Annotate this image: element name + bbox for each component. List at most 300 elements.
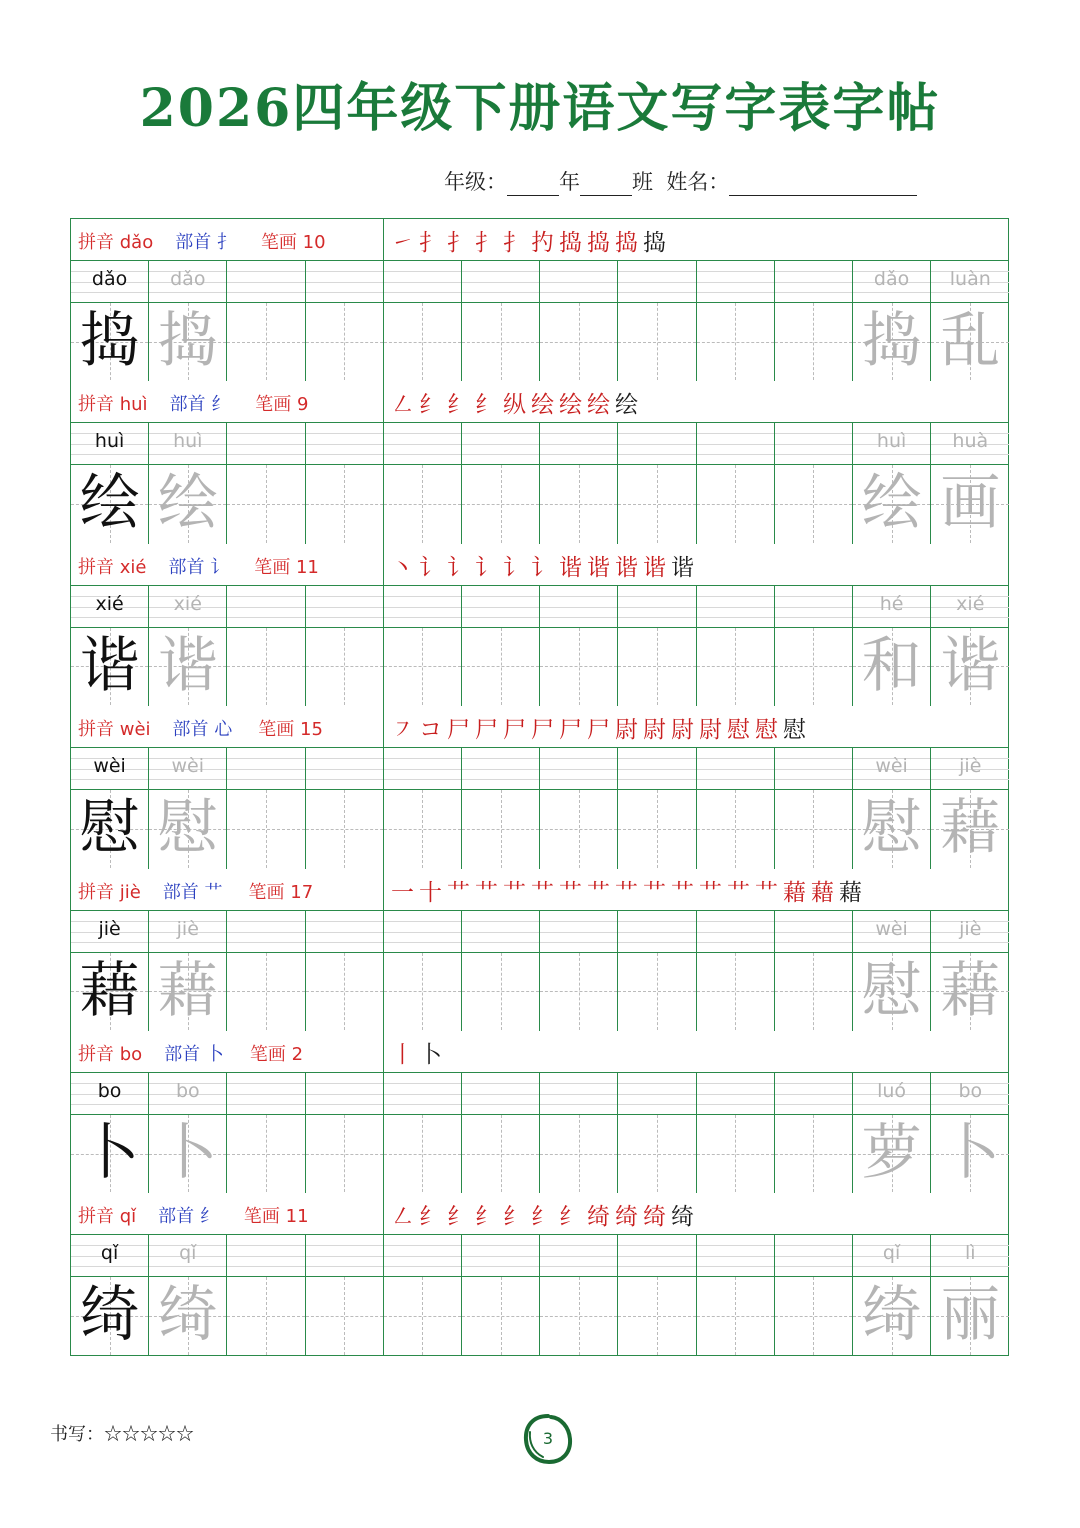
pinyin-cell	[306, 423, 383, 465]
pinyin-cell	[462, 911, 539, 953]
character-block	[71, 544, 1008, 706]
stroke-step: 捣	[587, 230, 615, 256]
practice-cell[interactable]	[775, 423, 853, 543]
pinyin-guide-line	[462, 282, 539, 283]
practice-cell[interactable]	[462, 423, 540, 543]
pinyin-cell	[71, 748, 148, 790]
tian-grid-cell	[149, 303, 226, 380]
stroke-step: 扌	[447, 230, 475, 256]
tian-grid-cell	[853, 1277, 930, 1354]
radical-label: 部首	[164, 1044, 201, 1065]
tian-grid-cell	[306, 628, 383, 705]
guide-line-horizontal	[227, 829, 304, 830]
stroke-step: 艹	[755, 879, 783, 906]
pinyin-guide-line	[697, 1245, 774, 1246]
practice-cell[interactable]	[540, 423, 618, 543]
pinyin-guide-line	[697, 779, 774, 780]
pinyin-guide-line	[462, 617, 539, 618]
practice-cell[interactable]	[931, 1235, 1009, 1355]
pinyin-cell	[853, 586, 930, 628]
practice-cell[interactable]	[462, 586, 540, 706]
tian-grid-cell	[931, 465, 1009, 542]
stroke-step: ㇇	[391, 717, 419, 744]
header-divider	[383, 219, 384, 261]
practice-cell[interactable]	[227, 1073, 305, 1193]
practice-grid-row	[71, 423, 1008, 543]
tian-grid-cell	[149, 1277, 226, 1354]
pinyin-guide-line	[306, 1104, 383, 1105]
tian-grid-cell	[384, 790, 461, 867]
pinyin-guide-line	[384, 596, 461, 597]
model-pinyin: wèi	[93, 755, 126, 778]
trace-character: 绘	[861, 468, 922, 539]
tian-grid-cell	[227, 953, 304, 1030]
practice-cell[interactable]	[227, 586, 305, 706]
pinyin-cell	[618, 261, 695, 303]
pinyin-cell	[853, 1073, 930, 1115]
practice-cell[interactable]	[697, 911, 775, 1031]
practice-cell[interactable]	[71, 1235, 149, 1355]
trace-pinyin: dǎo	[873, 268, 910, 290]
tian-grid-cell	[697, 1277, 774, 1354]
stroke-label: 笔画	[255, 394, 292, 416]
pinyin-guide-line	[931, 454, 1009, 455]
pinyin-guide-line	[462, 607, 539, 608]
pinyin-guide-line	[853, 942, 930, 943]
grade-unit: 年	[559, 170, 580, 194]
practice-cell[interactable]	[540, 748, 618, 868]
class-blank[interactable]	[580, 173, 632, 196]
stroke-step: 艹	[671, 879, 699, 906]
tian-grid-cell	[149, 628, 226, 705]
pinyin-cell	[462, 748, 539, 790]
practice-cell[interactable]	[306, 586, 384, 706]
pinyin-cell	[775, 748, 852, 790]
tian-grid-cell	[931, 303, 1009, 380]
stroke-step: 扌	[503, 230, 531, 256]
practice-cell[interactable]	[384, 911, 462, 1031]
pinyin-guide-line	[540, 433, 617, 434]
pinyin-cell	[149, 586, 226, 628]
pinyin-guide-line	[697, 292, 774, 293]
pinyin-guide-line	[71, 292, 148, 293]
pinyin-cell	[71, 1235, 148, 1277]
tian-grid-cell	[618, 953, 695, 1030]
stroke-step: 讠	[503, 554, 531, 581]
practice-cell[interactable]	[853, 1073, 931, 1193]
pinyin-guide-line	[618, 769, 695, 770]
tian-grid-cell	[227, 465, 304, 542]
practice-cell[interactable]	[540, 911, 618, 1031]
trace-character: 慰	[861, 793, 922, 864]
practice-cell[interactable]	[384, 748, 462, 868]
stroke-count: 9	[297, 394, 309, 416]
pinyin-guide-line	[697, 433, 774, 434]
stroke-step: 捣	[643, 230, 671, 256]
character-info-row	[71, 869, 1008, 911]
practice-cell[interactable]	[618, 261, 696, 381]
pinyin-cell	[775, 261, 852, 303]
pinyin-cell	[618, 423, 695, 465]
tian-grid-cell	[853, 628, 930, 705]
practice-grid-row	[71, 586, 1008, 706]
pinyin-guide-line	[853, 1104, 930, 1105]
practice-cell[interactable]	[71, 423, 149, 543]
pinyin-value: xié	[119, 556, 147, 578]
stroke-step: 尸	[503, 717, 531, 744]
header-divider	[383, 1031, 384, 1073]
pinyin-cell	[697, 1235, 774, 1277]
pinyin-cell	[71, 911, 148, 953]
pinyin-guide-line	[384, 454, 461, 455]
practice-cell[interactable]	[775, 586, 853, 706]
tian-grid-cell	[71, 628, 148, 705]
practice-cell[interactable]	[462, 1073, 540, 1193]
tian-grid-cell	[540, 1277, 617, 1354]
pinyin-guide-line	[384, 1094, 461, 1095]
pinyin-guide-line	[697, 942, 774, 943]
trace-pinyin: bo	[175, 1080, 200, 1102]
practice-cell[interactable]	[775, 1073, 853, 1193]
guide-line-horizontal	[306, 991, 383, 992]
practice-cell[interactable]	[462, 261, 540, 381]
practice-cell[interactable]	[853, 586, 931, 706]
guide-line-horizontal	[462, 666, 539, 667]
practice-cell[interactable]	[618, 423, 696, 543]
model-character: 卜	[79, 1118, 140, 1188]
practice-cell[interactable]	[462, 1235, 540, 1355]
rating-stars[interactable]: ☆☆☆☆☆	[104, 1424, 194, 1445]
header-divider	[383, 1193, 384, 1235]
tian-grid-cell	[227, 1115, 304, 1192]
pinyin-cell	[853, 748, 930, 790]
trace-pinyin: qǐ	[882, 1242, 901, 1265]
trace-pinyin: wèi	[875, 917, 908, 940]
grade-blank[interactable]	[507, 173, 559, 196]
pinyin-guide-line	[306, 942, 383, 943]
guide-line-horizontal	[775, 504, 852, 505]
header-divider	[383, 706, 384, 748]
tian-grid-cell	[306, 1277, 383, 1354]
tian-grid-cell	[775, 953, 852, 1030]
practice-cell[interactable]	[853, 748, 931, 868]
tian-grid-cell	[540, 790, 617, 867]
stroke-step: 讠	[531, 554, 559, 581]
practice-cell[interactable]	[931, 1073, 1009, 1193]
pinyin-guide-line	[462, 758, 539, 759]
trace-pinyin: luàn	[949, 268, 991, 290]
practice-cell[interactable]	[227, 1235, 305, 1355]
pinyin-guide-line	[227, 779, 304, 780]
pinyin-guide-line	[540, 617, 617, 618]
character-info-row	[71, 1031, 1008, 1073]
guide-line-horizontal	[697, 504, 774, 505]
practice-cell[interactable]	[462, 748, 540, 868]
tian-grid-cell	[462, 1115, 539, 1192]
trace-character: 画	[940, 468, 1001, 539]
stroke-step: 谐	[559, 554, 587, 581]
guide-line-horizontal	[775, 1316, 852, 1317]
pinyin-guide-line	[384, 1256, 461, 1257]
header-divider	[383, 381, 384, 423]
pinyin-cell	[71, 1073, 148, 1115]
pinyin-cell	[775, 911, 852, 953]
practice-cell[interactable]	[931, 586, 1009, 706]
practice-cell[interactable]	[540, 1235, 618, 1355]
practice-cell[interactable]	[306, 423, 384, 543]
trace-pinyin: huì	[173, 430, 203, 453]
practice-cell[interactable]	[149, 911, 227, 1031]
tian-grid-cell	[697, 303, 774, 380]
practice-cell[interactable]	[540, 261, 618, 381]
pinyin-guide-line	[149, 617, 226, 618]
tian-grid-cell	[931, 628, 1009, 705]
guide-line-horizontal	[227, 342, 304, 343]
stroke-step: 尉	[699, 717, 727, 744]
pinyin-guide-line	[540, 444, 617, 445]
pinyin-guide-line	[618, 1094, 695, 1095]
pinyin-cell	[931, 1235, 1009, 1277]
stroke-order	[391, 711, 811, 744]
pinyin-guide-line	[306, 1083, 383, 1084]
practice-cell[interactable]	[71, 261, 149, 381]
practice-cell[interactable]	[149, 1235, 227, 1355]
tian-grid-cell	[306, 790, 383, 867]
tian-grid-cell	[227, 628, 304, 705]
character-block	[71, 219, 1008, 381]
character-info-row	[71, 544, 1008, 586]
practice-cell[interactable]	[540, 1073, 618, 1193]
pinyin-cell	[618, 586, 695, 628]
pinyin-guide-line	[306, 1266, 383, 1267]
pinyin-cell	[697, 586, 774, 628]
trace-pinyin: jiè	[176, 917, 199, 940]
pinyin-guide-line	[775, 617, 852, 618]
practice-cell[interactable]	[931, 423, 1009, 543]
pinyin-guide-line	[540, 942, 617, 943]
practice-cell[interactable]	[775, 911, 853, 1031]
trace-character: 慰	[157, 793, 218, 864]
practice-cell[interactable]	[775, 1235, 853, 1355]
practice-cell[interactable]	[227, 748, 305, 868]
radical-value: 纟	[199, 1206, 218, 1228]
stroke-step: 慰	[783, 717, 811, 744]
stroke-step: 绮	[643, 1204, 671, 1231]
guide-line-horizontal	[306, 1316, 383, 1317]
tian-grid-cell	[71, 465, 148, 542]
practice-cell[interactable]	[149, 423, 227, 543]
pinyin-guide-line	[618, 1245, 695, 1246]
tian-grid-cell	[775, 1277, 852, 1354]
pinyin-cell	[697, 1073, 774, 1115]
pinyin-guide-line	[618, 282, 695, 283]
pinyin-guide-line	[462, 596, 539, 597]
tian-grid-cell	[697, 465, 774, 542]
practice-cell[interactable]	[853, 261, 931, 381]
pinyin-guide-line	[306, 1245, 383, 1246]
stroke-step: ㇜	[391, 392, 419, 419]
practice-cell[interactable]	[384, 586, 462, 706]
model-pinyin: dǎo	[91, 268, 128, 290]
practice-cell[interactable]	[71, 586, 149, 706]
practice-cell[interactable]	[227, 261, 305, 381]
tian-grid-cell	[931, 1115, 1009, 1192]
practice-cell[interactable]	[697, 748, 775, 868]
pinyin-guide-line	[697, 1256, 774, 1257]
practice-cell[interactable]	[149, 586, 227, 706]
pinyin-guide-line	[306, 779, 383, 780]
practice-cell[interactable]	[618, 911, 696, 1031]
stroke-step: 谐	[671, 554, 699, 581]
pinyin-cell	[149, 423, 226, 465]
pinyin-guide-line	[384, 932, 461, 933]
practice-cell[interactable]	[306, 261, 384, 381]
tian-grid-cell	[697, 628, 774, 705]
trace-character: 绘	[157, 468, 218, 539]
tian-grid-cell	[540, 628, 617, 705]
practice-cell[interactable]	[697, 423, 775, 543]
practice-cell[interactable]	[931, 261, 1009, 381]
stroke-step: 纟	[531, 1204, 559, 1231]
practice-cell[interactable]	[775, 748, 853, 868]
stroke-step: 绮	[615, 1204, 643, 1231]
practice-cell[interactable]	[306, 1073, 384, 1193]
pinyin-cell	[71, 586, 148, 628]
name-blank[interactable]	[729, 173, 917, 196]
practice-cell[interactable]	[227, 911, 305, 1031]
trace-pinyin: xié	[173, 592, 202, 615]
practice-cell[interactable]	[149, 748, 227, 868]
practice-cell[interactable]	[931, 911, 1009, 1031]
model-character: 谐	[79, 630, 140, 701]
guide-line-horizontal	[697, 1316, 774, 1317]
guide-line-horizontal	[384, 1316, 461, 1317]
pinyin-guide-line	[306, 769, 383, 770]
guide-line-horizontal	[384, 504, 461, 505]
trace-character: 谐	[157, 630, 218, 701]
tian-grid-cell	[384, 303, 461, 380]
pinyin-guide-line	[931, 1266, 1009, 1267]
practice-cell[interactable]	[853, 911, 931, 1031]
practice-cell[interactable]	[931, 748, 1009, 868]
practice-cell[interactable]	[384, 261, 462, 381]
practice-cell[interactable]	[697, 1073, 775, 1193]
practice-cell[interactable]	[71, 911, 149, 1031]
tian-grid-cell	[775, 1115, 852, 1192]
guide-line-horizontal	[384, 342, 461, 343]
practice-cell[interactable]	[697, 261, 775, 381]
practice-cell[interactable]	[306, 1235, 384, 1355]
practice-cell[interactable]	[149, 261, 227, 381]
tian-grid-cell	[775, 790, 852, 867]
trace-pinyin: luó	[877, 1080, 907, 1102]
guide-line-horizontal	[775, 991, 852, 992]
practice-cell[interactable]	[384, 1073, 462, 1193]
guide-line-horizontal	[618, 829, 695, 830]
radical-value: 扌	[216, 232, 235, 253]
stroke-label: 笔画	[260, 232, 297, 253]
pinyin-guide-line	[149, 292, 226, 293]
trace-pinyin: wèi	[171, 755, 205, 778]
model-character: 慰	[79, 793, 140, 864]
pinyin-guide-line	[306, 454, 383, 455]
practice-cell[interactable]	[540, 586, 618, 706]
pinyin-guide-line	[384, 433, 461, 434]
guide-line-horizontal	[697, 991, 774, 992]
pinyin-guide-line	[384, 271, 461, 272]
stroke-step: 扌	[419, 230, 447, 256]
pinyin-guide-line	[462, 769, 539, 770]
tian-grid-cell	[697, 1115, 774, 1192]
pinyin-cell	[931, 586, 1009, 628]
practice-cell[interactable]	[306, 911, 384, 1031]
pinyin-cell	[931, 261, 1009, 303]
practice-cell[interactable]	[618, 1073, 696, 1193]
practice-cell[interactable]	[71, 1073, 149, 1193]
practice-cell[interactable]	[853, 423, 931, 543]
practice-cell[interactable]	[697, 1235, 775, 1355]
guide-line-horizontal	[618, 342, 695, 343]
pinyin-guide-line	[697, 1104, 774, 1105]
pinyin-guide-line	[227, 1104, 304, 1105]
stroke-step: 卜	[419, 1042, 447, 1068]
stroke-step: 捣	[615, 230, 643, 256]
pinyin-guide-line	[853, 779, 930, 780]
trace-character: 藉	[940, 955, 1001, 1026]
pinyin-label: 拼音	[78, 394, 114, 416]
practice-grid-row	[71, 1073, 1008, 1193]
practice-cell[interactable]	[853, 1235, 931, 1355]
guide-line-horizontal	[540, 829, 617, 830]
trace-pinyin: jiè	[959, 755, 982, 778]
tian-grid-cell	[462, 790, 539, 867]
practice-cell[interactable]	[306, 748, 384, 868]
practice-cell[interactable]	[384, 423, 462, 543]
character-meta	[78, 228, 326, 254]
practice-cell[interactable]	[618, 1235, 696, 1355]
practice-cell[interactable]	[462, 911, 540, 1031]
tian-grid-cell	[775, 465, 852, 542]
guide-line-horizontal	[306, 829, 383, 830]
pinyin-guide-line	[306, 607, 383, 608]
stroke-step: 丨	[391, 1042, 419, 1068]
trace-pinyin: lì	[965, 1242, 976, 1265]
model-pinyin: huì	[94, 430, 125, 453]
pinyin-cell	[227, 911, 304, 953]
pinyin-guide-line	[384, 779, 461, 780]
guide-line-horizontal	[618, 504, 695, 505]
pinyin-guide-line	[227, 271, 304, 272]
practice-cell[interactable]	[384, 1235, 462, 1355]
rating-label: 书写：	[50, 1424, 104, 1445]
guide-line-horizontal	[462, 991, 539, 992]
practice-cell[interactable]	[71, 748, 149, 868]
practice-cell[interactable]	[697, 586, 775, 706]
pinyin-cell	[775, 1235, 852, 1277]
stroke-label: 笔画	[254, 556, 291, 578]
guide-line-horizontal	[775, 829, 852, 830]
practice-cell[interactable]	[618, 586, 696, 706]
practice-cell[interactable]	[149, 1073, 227, 1193]
pinyin-cell	[931, 423, 1009, 465]
tian-grid-cell	[227, 790, 304, 867]
pinyin-cell	[540, 1073, 617, 1115]
pinyin-cell	[149, 1235, 226, 1277]
practice-cell[interactable]	[775, 261, 853, 381]
tian-grid-cell	[618, 628, 695, 705]
practice-cell[interactable]	[227, 423, 305, 543]
practice-cell[interactable]	[618, 748, 696, 868]
